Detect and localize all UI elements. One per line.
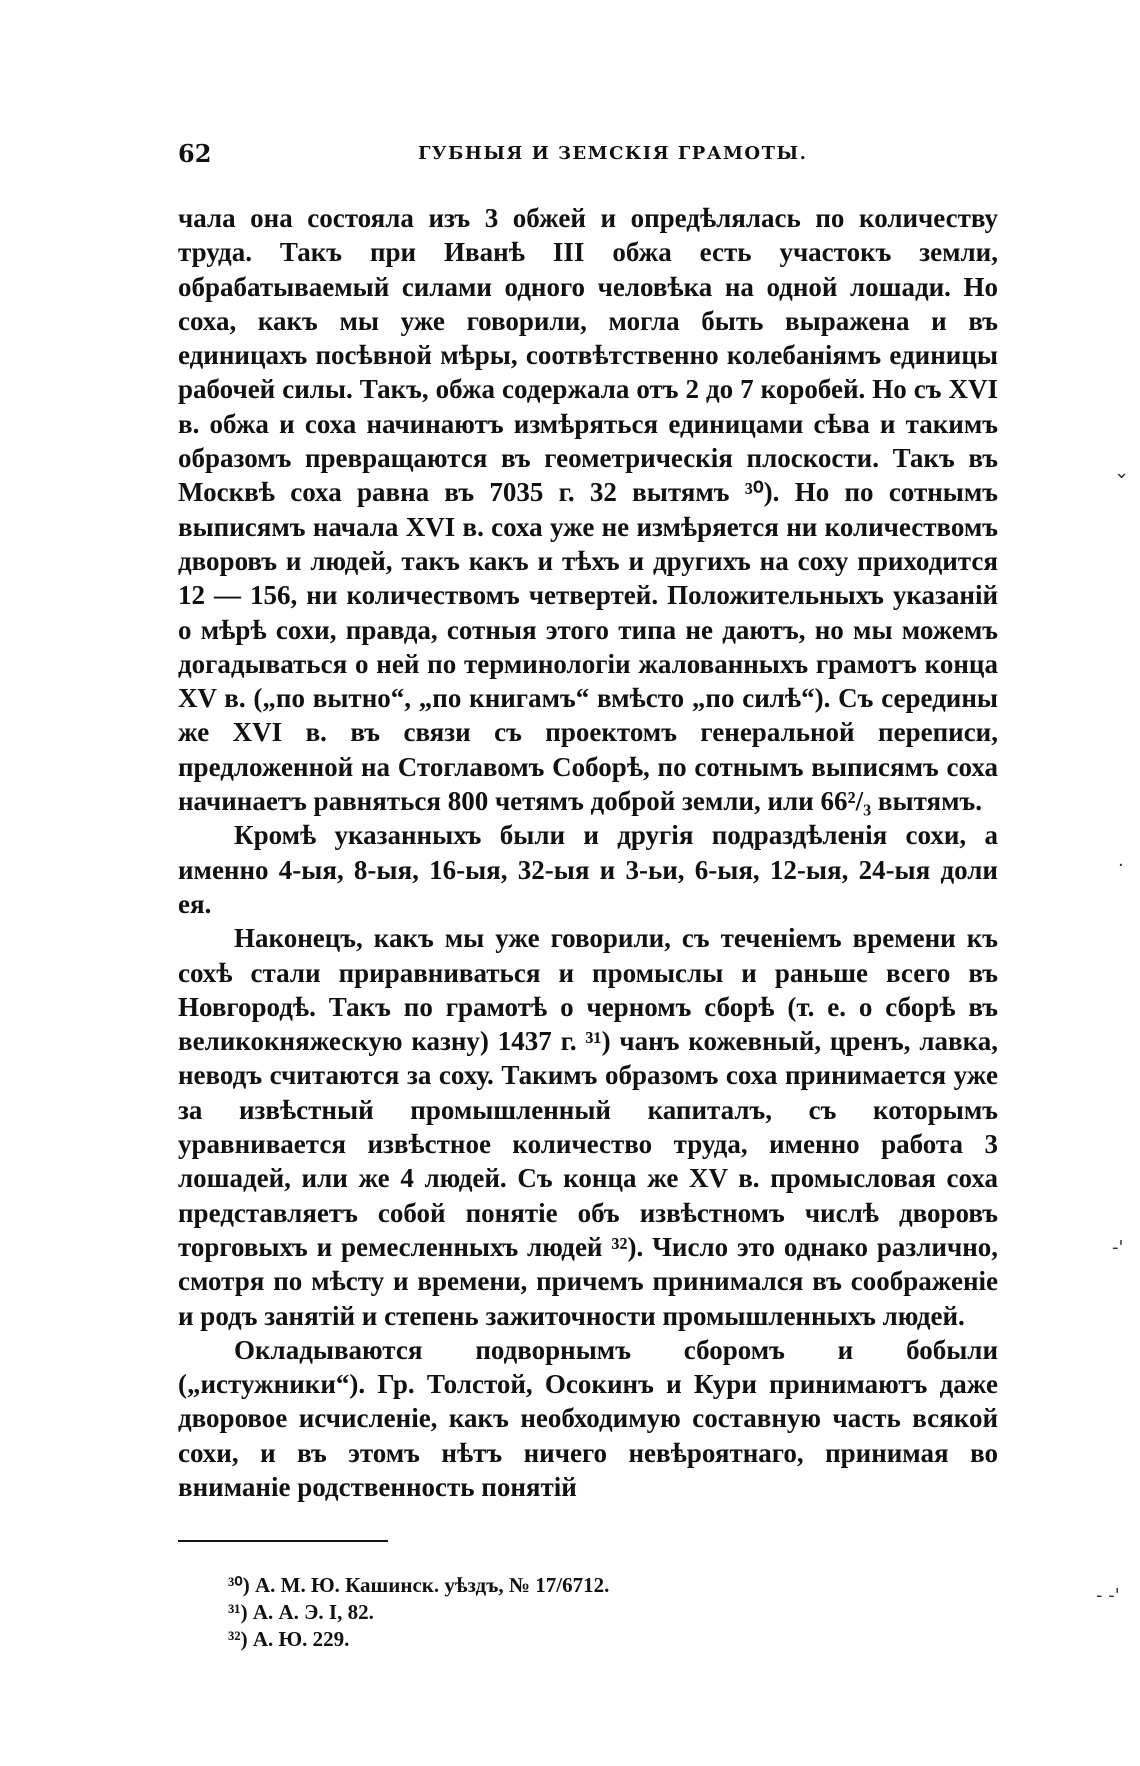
book-page xyxy=(178,135,998,1653)
margin-mark-2: · xyxy=(1118,855,1124,876)
paragraph-3: Наконецъ, какъ мы уже говорили, съ теченіемъ времени къ сохѣ стали приравниваться и промыслы и раньше всего въ Новгородѣ. Такъ по грамотѣ о черномъ сборѣ (т. е. о сборѣ въ великокняжескую казну) 1437 г. ³¹) чанъ кожевный, цренъ, лавка, неводъ считаются за соху. Такимъ образомъ соха принимается уже за извѣстный промышленный капиталъ, съ которымъ уравнивается извѣстное количество труда, именно работа 3 лошадей, или же 4 людей. Съ конца же XV в. промысловая соха представляетъ собой понятіе объ извѣстномъ числѣ дворовъ торговыхъ и ремесленныхъ людей ³²). Число это однако различно, смотря по мѣсту и времени, причемъ принимался въ соображеніе и родъ занятій и степень зажиточности промышленныхъ людей. xyxy=(178,923,998,1331)
margin-mark-3: -' xyxy=(1112,1237,1124,1258)
page-number: 62 xyxy=(178,139,212,168)
footnotes xyxy=(228,1572,998,1653)
page-header xyxy=(178,135,998,175)
footnote-31: ³¹) А. А. Э. I, 82. xyxy=(228,1600,374,1625)
paragraph-1: чала она состояла изъ 3 обжей и опредѣлялась по количеству труда. Такъ при Иванѣ III обжа есть участокъ земли, обрабатываемый силами одного человѣка на одной лошади. Но соха, какъ мы уже говорили, могла быть выражена и въ единицахъ посѣвной мѣры, соотвѣтственно колебаніямъ единицы рабочей силы. Такъ, обжа содержала отъ 2 до 7 коробей. Но съ XVI в. обжа и соха начинаютъ измѣряться единицами сѣва и такимъ образомъ превращаются въ геометрическія плоскости. Такъ въ Москвѣ соха равна въ 7035 г. 32 вытямъ ³⁰). Но по сотнымъ выписямъ начала XVI в. соха уже не измѣряется ни количествомъ дворовъ и людей, такъ какъ и тѣхъ и другихъ на соху приходится 12 — 156, ни количествомъ четвертей. Положительныхъ указаній о мѣрѣ сохи, правда, сотныя этого типа не даютъ, но мы можемъ догадываться о ней по терминологіи жалованныхъ грамотъ конца XV в. („по вытно“, „по книгамъ“ вмѣсто „по силѣ“). Съ середины же XVI в. въ связи съ проектомъ генеральной переписи, предложенной на Стоглавомъ Соборѣ, по сотнымъ выписямъ соха начинаетъ равняться 800 четямъ доброй земли, или 66²/₃ вытямъ. xyxy=(178,203,998,817)
running-head: ГУБНЫЯ И ЗЕМСКІЯ ГРАМОТЫ. xyxy=(418,143,808,164)
footnote-32: ³²) А. Ю. 229. xyxy=(228,1627,350,1652)
footnote-30: ³⁰) А. М. Ю. Кашинск. уѣздъ, № 17/6712. xyxy=(228,1573,610,1598)
paragraph-4: Окладываются подворнымъ сборомъ и бобыли („истужники“). Гр. Толстой, Осокинъ и Кури принимаютъ даже дворовое исчисленіе, какъ необходимую составную часть всякой сохи, и въ этомъ нѣтъ ничего невѣроятнаго, принимая во вниманіе родственность понятій xyxy=(178,1334,998,1502)
footnote-divider xyxy=(178,1540,388,1542)
body-text xyxy=(178,201,998,1504)
margin-mark-4: - -' xyxy=(1096,1585,1120,1606)
paragraph-2: Кромѣ указанныхъ были и другія подраздѣленія сохи, а именно 4-ыя, 8-ыя, 16-ыя, 32-ыя и 3-ьи, 6-ыя, 12-ыя, 24-ыя доли ея. xyxy=(178,820,998,919)
margin-mark-1: ⌄ xyxy=(1114,462,1130,483)
